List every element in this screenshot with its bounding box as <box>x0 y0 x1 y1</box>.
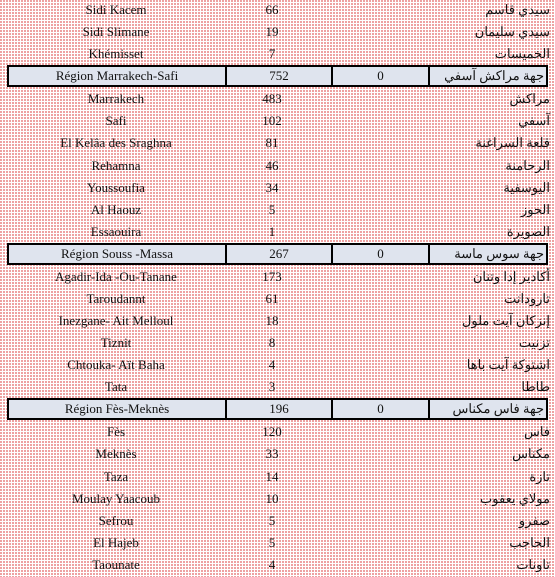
province-name: Youssoufia <box>87 180 145 195</box>
region-total: 752 <box>269 68 289 83</box>
province-name-arabic: أكادير إدا وتنان <box>472 269 550 284</box>
region-zero: 0 <box>377 68 384 83</box>
table-row <box>0 443 555 465</box>
province-name-arabic: الحاجب <box>509 535 550 550</box>
province-value: 4 <box>268 357 276 372</box>
column-divider <box>331 245 333 263</box>
province-name-arabic: قلعة السراغنة <box>475 135 550 150</box>
province-value: 483 <box>262 91 282 106</box>
province-value: 34 <box>265 180 279 195</box>
column-divider <box>428 245 430 263</box>
province-name: Khémisset <box>88 46 144 61</box>
region-name: Région Souss -Massa <box>61 246 173 261</box>
province-name: Al Haouz <box>90 202 142 217</box>
province-value: 18 <box>265 313 279 328</box>
table-row <box>0 354 555 376</box>
province-name: Tiznit <box>100 335 132 350</box>
province-name: Tata <box>104 379 128 394</box>
province-name-arabic: مراكش <box>509 91 550 106</box>
region-name-arabic: جهة فاس مكناس <box>452 401 544 416</box>
province-value: 3 <box>268 379 276 394</box>
province-name-arabic: صفرو <box>518 513 550 528</box>
province-name: Sefrou <box>98 513 134 528</box>
province-value: 66 <box>265 2 279 17</box>
column-divider <box>225 400 227 418</box>
province-name-arabic: الرحامنة <box>505 158 550 173</box>
province-name: Chtouka- Aït Baha <box>67 357 165 372</box>
province-name-arabic: طاطا <box>521 379 550 394</box>
province-name-arabic: مولاي يعقوب <box>480 491 550 506</box>
province-name: Taza <box>103 469 129 484</box>
province-name-arabic: تازة <box>529 469 550 484</box>
province-value: 5 <box>268 535 276 550</box>
province-value: 46 <box>265 158 279 173</box>
province-name-arabic: الصويرة <box>506 224 550 239</box>
province-value: 33 <box>265 446 279 461</box>
province-name-arabic: الحوز <box>521 202 550 217</box>
column-divider <box>225 245 227 263</box>
province-name-arabic: سيدي سليمان <box>474 24 550 39</box>
province-value: 81 <box>265 135 279 150</box>
province-value: 5 <box>268 513 276 528</box>
province-name-arabic: اليوسفية <box>503 180 550 195</box>
province-name-arabic: مكناس <box>512 446 550 461</box>
table-row <box>0 199 555 221</box>
table-row <box>0 532 555 554</box>
table-row <box>0 0 555 21</box>
region-zero: 0 <box>377 401 384 416</box>
province-name: El Kelâa des Sraghna <box>60 135 172 150</box>
table-row <box>0 110 555 132</box>
province-value: 10 <box>265 491 279 506</box>
table-row <box>0 332 555 354</box>
province-value: 5 <box>268 202 276 217</box>
table-row <box>0 88 555 110</box>
table-row <box>0 43 555 65</box>
region-name-arabic: جهة مراكش آسفي <box>444 68 544 83</box>
province-name-arabic: الخميسات <box>494 46 550 61</box>
province-value: 61 <box>265 291 279 306</box>
region-header-row <box>7 398 548 420</box>
table-row <box>0 466 555 488</box>
table-row <box>0 177 555 199</box>
province-name-arabic: فاس <box>523 424 550 439</box>
province-value: 173 <box>262 269 282 284</box>
province-name: Sidi Slimane <box>82 24 150 39</box>
region-header-row <box>7 243 548 265</box>
province-name: Moulay Yaacoub <box>71 491 161 506</box>
table-row <box>0 132 555 154</box>
province-name-arabic: تاونات <box>516 557 550 572</box>
table-row <box>0 421 555 443</box>
province-name: Taounate <box>92 557 140 572</box>
province-value: 102 <box>262 113 282 128</box>
region-name-arabic: جهة سوس ماسة <box>454 246 544 261</box>
region-header-row <box>7 65 548 87</box>
column-divider <box>428 400 430 418</box>
province-name-arabic: تزنيت <box>518 335 550 350</box>
column-divider <box>225 67 227 85</box>
province-name: Rehamna <box>91 158 141 173</box>
province-name: Agadir-Ida -Ou-Tanane <box>55 269 177 284</box>
region-name: Région Marrakech-Safi <box>55 68 179 83</box>
province-name-arabic: آسفي <box>518 113 550 128</box>
region-zero: 0 <box>377 246 384 261</box>
province-name-arabic: إنزكان آيت ملول <box>461 313 550 328</box>
table-row <box>0 221 555 243</box>
province-name: Safi <box>105 113 127 128</box>
province-value: 8 <box>268 335 276 350</box>
table-row <box>0 554 555 576</box>
region-total: 267 <box>269 246 289 261</box>
province-value: 1 <box>268 224 276 239</box>
province-name-arabic: اشتوكة آيت باها <box>466 357 550 372</box>
table-row <box>0 288 555 310</box>
column-divider <box>331 67 333 85</box>
table-row <box>0 21 555 43</box>
province-name-arabic: سيدي قاسم <box>485 2 550 17</box>
province-name: Sidi Kacem <box>85 2 147 17</box>
province-name: Inezgane- Ait Melloul <box>58 313 174 328</box>
table-row <box>0 488 555 510</box>
province-name: Meknès <box>95 446 137 461</box>
column-divider <box>428 67 430 85</box>
province-name: Essaouira <box>90 224 142 239</box>
table-row <box>0 376 555 398</box>
region-total: 196 <box>269 401 289 416</box>
province-value: 14 <box>265 469 279 484</box>
province-name: Fès <box>106 424 126 439</box>
province-name: Taroudannt <box>86 291 146 306</box>
table-row <box>0 310 555 332</box>
province-value: 120 <box>262 424 282 439</box>
province-name: El Hajeb <box>93 535 139 550</box>
province-value: 7 <box>268 46 276 61</box>
province-value: 19 <box>265 24 279 39</box>
table-row <box>0 510 555 532</box>
table-row <box>0 266 555 288</box>
region-name: Région Fès-Meknès <box>64 401 170 416</box>
column-divider <box>331 400 333 418</box>
province-name: Marrakech <box>87 91 145 106</box>
table-row <box>0 155 555 177</box>
province-value: 4 <box>268 557 276 572</box>
province-name-arabic: تارودانت <box>504 291 550 306</box>
